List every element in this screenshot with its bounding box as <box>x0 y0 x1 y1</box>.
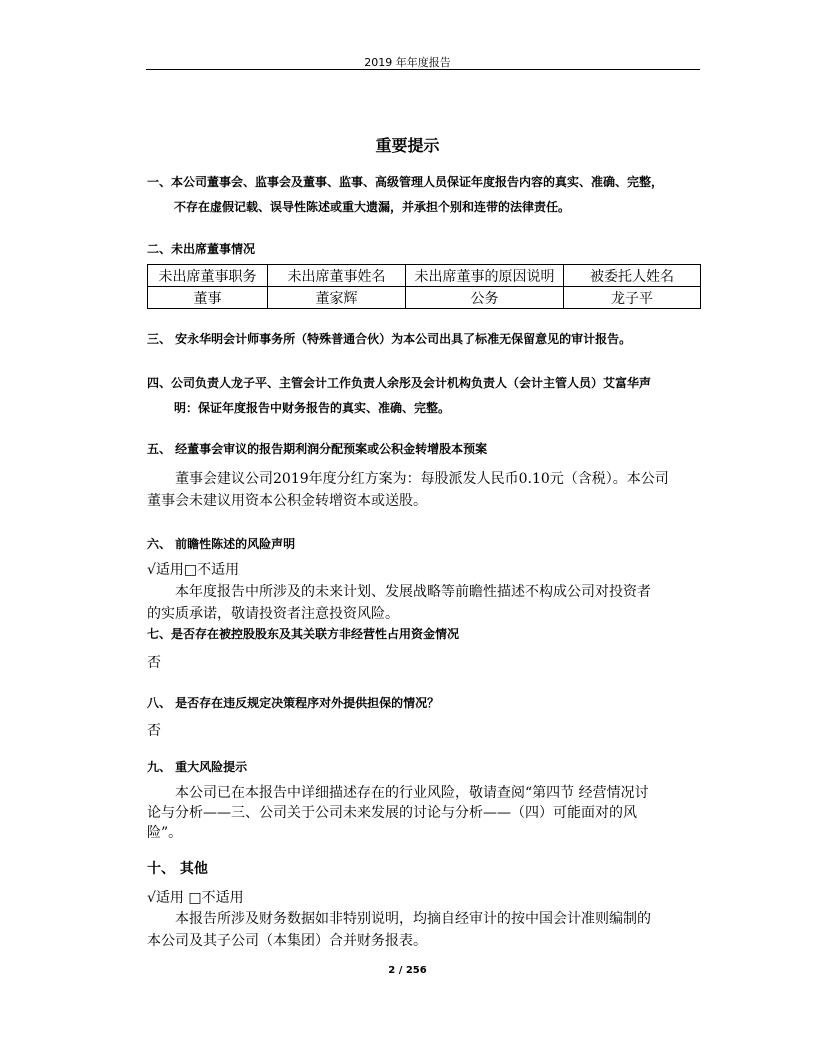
section-10-heading: 十、 其他 <box>147 861 208 877</box>
section-10-line2: 本公司及其子公司（本集团）合并财务报表。 <box>147 933 427 949</box>
page-title: 重要提示 <box>375 136 440 155</box>
table-cell: 公务 <box>406 287 564 309</box>
section-7-answer: 否 <box>147 655 161 671</box>
section-6-applicability: √适用□不适用 <box>147 562 240 578</box>
header-rule <box>146 69 700 70</box>
section-1-line1: 一、本公司董事会、监事会及董事、监事、高级管理人员保证年度报告内容的真实、准确、完整， <box>147 175 664 189</box>
section-9-line3: 险”。 <box>147 825 183 841</box>
page-number: 2 / 256 <box>388 965 427 976</box>
section-5-line1: 董事会建议公司2019年度分红方案为：每股派发人民币0.10元（含税）。本公司 <box>175 471 669 487</box>
section-5-heading: 五、 经董事会审议的报告期利润分配预案或公积金转增股本预案 <box>147 442 488 456</box>
section-2-heading: 二、未出席董事情况 <box>147 242 256 256</box>
absent-directors-table <box>147 264 701 309</box>
section-3-line1: 三、 安永华明会计师事务所（特殊普通合伙）为本公司出具了标准无保留意见的审计报告。 <box>147 332 632 346</box>
section-6-line2: 的实质承诺，敬请投资者注意投资风险。 <box>147 606 399 622</box>
section-9-heading: 九、 重大风险提示 <box>147 760 248 774</box>
table-cell: 董事 <box>148 287 268 309</box>
page-header: 2019 年年度报告 <box>364 56 451 69</box>
section-4-line1: 四、公司负责人龙子平、主管会计工作负责人余彤及会计机构负责人（会计主管人员）艾富华声 <box>147 376 652 390</box>
table-cell: 董家辉 <box>268 287 406 309</box>
section-9-line1: 本公司已在本报告中详细描述存在的行业风险，敬请查阅“第四节 经营情况讨 <box>175 785 649 801</box>
section-6-line1: 本年度报告中所涉及的未来计划、发展战略等前瞻性描述不构成公司对投资者 <box>175 584 651 600</box>
section-8-heading: 八、 是否存在违反规定决策程序对外提供担保的情况？ <box>147 696 440 710</box>
section-6-heading: 六、 前瞻性陈述的风险声明 <box>147 537 296 551</box>
section-5-line2: 董事会未建议用资本公积金转增资本或送股。 <box>147 493 427 509</box>
table-cell: 龙子平 <box>564 287 701 309</box>
section-1-line2: 不存在虚假记载、误导性陈述或重大遗漏，并承担个别和连带的法律责任。 <box>174 200 571 214</box>
table-header-cell: 未出席董事的原因说明 <box>406 265 564 287</box>
section-7-heading: 七、是否存在被控股股东及其关联方非经营性占用资金情况 <box>147 627 460 641</box>
section-9-line2: 论与分析——三、公司关于公司未来发展的讨论与分析——（四）可能面对的风 <box>147 805 637 821</box>
table-header-cell: 被委托人姓名 <box>564 265 701 287</box>
table-header-cell: 未出席董事职务 <box>148 265 268 287</box>
section-8-answer: 否 <box>147 723 161 739</box>
table-row <box>148 287 701 309</box>
table-header-row <box>148 265 701 287</box>
section-10-line1: 本报告所涉及财务数据如非特别说明，均摘自经审计的按中国会计准则编制的 <box>175 911 651 927</box>
table-header-cell: 未出席董事姓名 <box>268 265 406 287</box>
section-10-applicability: √适用 □不适用 <box>147 890 244 906</box>
section-4-line2: 明：保证年度报告中财务报告的真实、准确、完整。 <box>174 401 451 415</box>
